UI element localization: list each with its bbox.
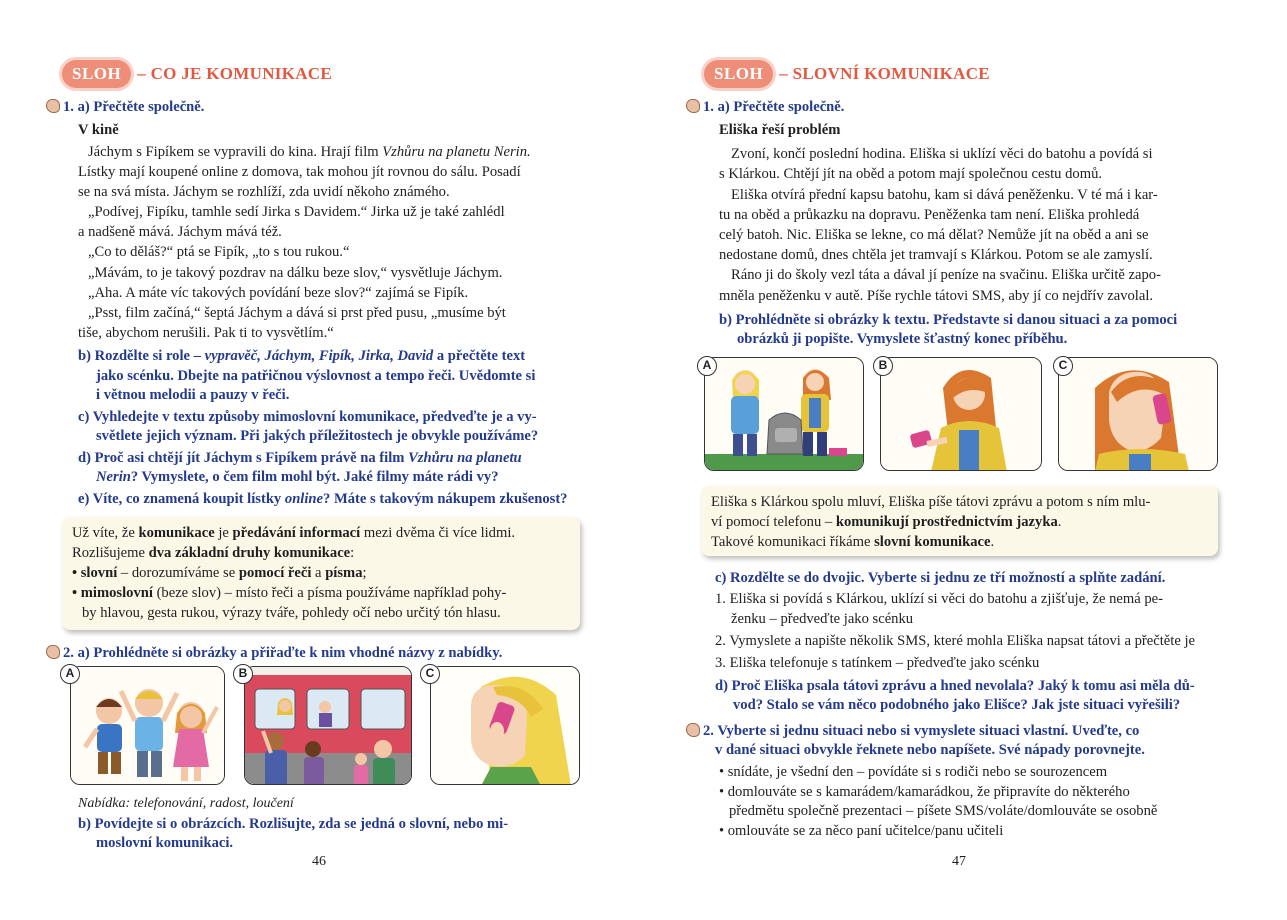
story-line: Zvoní, končí poslední hodina. Eliška si uklízí věci do batohu a povídá si bbox=[731, 146, 1153, 162]
options-list: Nabídka: telefonování, radost, loučení bbox=[78, 796, 294, 811]
picture-a-backpack bbox=[704, 357, 864, 471]
section-title: – CO JE KOMUNIKACE bbox=[137, 64, 333, 83]
exercise-2a: 2. a) Prohlédněte si obrázky a přiřaďte k nim vhodné názvy z nabídky. bbox=[46, 644, 502, 663]
exercise-2-cont: v dané situaci obvykle řeknete nebo napíšete. Své nápady porovnejte. bbox=[715, 742, 1145, 758]
picture-label: A bbox=[697, 356, 717, 376]
bullet-item: • snídáte, je všední den – povídáte si s rodiči nebo se sourozencem bbox=[719, 764, 1108, 780]
phone-call-illustration bbox=[431, 667, 580, 785]
info-box: Už víte, že komunikace je předávání informací mezi dvěma či více lidmi. Rozlišujeme dva základní druhy komunikace: • slovní – dorozumíváme se pomocí řeči a písma; • mimoslovní (beze slov) – místo řeči a písma používáme například pohy- by hlavou, gesta rukou, výrazy tváře, pohledy očí nebo určitý tón hlasu. bbox=[62, 517, 580, 630]
picture-a-kids bbox=[70, 666, 225, 785]
exercise-1a: 1. a) Přečtěte společně. bbox=[686, 98, 844, 117]
exercise-1a: 1. a) Přečtěte společně. bbox=[46, 98, 204, 117]
story-line: s Klárkou. Chtějí jít na oběd a potom mají společnou cestu domů. bbox=[719, 166, 1103, 182]
ear-icon bbox=[686, 723, 700, 737]
picture-label: C bbox=[1053, 356, 1073, 376]
exercise-2b-cont: moslovní komunikaci. bbox=[96, 835, 234, 851]
story-line: „Podívej, Fipíku, tamhle sedí Jirka s Davidem.“ Jirka už je také zahlédl bbox=[88, 204, 505, 220]
story-line: tu na oběd a průkazku na dopravu. Peněženka tam není. Eliška prohledá bbox=[719, 207, 1140, 223]
info-box: Eliška s Klárkou spolu mluví, Eliška píše tátovi zprávu a potom s ním mlu- ví pomocí telefonu – komunikují prostřednictvím jazyka. Takové komunikaci říkáme slovní komunikace. bbox=[701, 486, 1218, 556]
story-line: nedostane domů, dnes chtěla jet tramvají s Klárkou. Potom se ale zamyslí. bbox=[719, 247, 1153, 263]
picture-b-texting bbox=[880, 357, 1042, 471]
story-line: Jáchym s Fipíkem se vypravili do kina. Hrají film Vzhůru na planetu Nerin. bbox=[88, 144, 531, 160]
story-title: V kině bbox=[78, 122, 119, 138]
story-line: tiše, abychom nerušili. Pak ti to vysvětlím.“ bbox=[78, 325, 334, 341]
section-header bbox=[704, 60, 990, 88]
story-line: „Co to děláš?“ ptá se Fipík, „to s tou rukou.“ bbox=[88, 244, 350, 260]
option-3: 3. Eliška telefonuje s tatínkem – předveďte jako scénku bbox=[715, 655, 1040, 671]
exercise-1b-cont: obrázků ji popište. Vymyslete šťastný konec příběhu. bbox=[737, 331, 1068, 347]
picture-label: A bbox=[60, 664, 80, 684]
picture-c-calling bbox=[1058, 357, 1218, 471]
bullet-item-cont: předmětu společně prezentaci – píšete SMS/voláte/domlouváte se osobně bbox=[729, 803, 1158, 819]
exercise-1d-cont: vod? Stalo se vám něco podobného jako Elišce? Jak jste situaci vyřešili? bbox=[733, 697, 1181, 713]
ear-icon bbox=[686, 99, 700, 113]
story-line: se na svá místa. Jáchym se rozhlíží, zda uvidí někoho známého. bbox=[78, 184, 450, 200]
story-title: Eliška řeší problém bbox=[719, 122, 841, 138]
exercise-1c: c) Rozdělte se do dvojic. Vyberte si jednu ze tří možností a splňte zadání. bbox=[715, 570, 1166, 586]
exercise-1c: c) Vyhledejte v textu způsoby mimoslovní komunikace, předveďte je a vy- bbox=[78, 409, 537, 425]
exercise-1b: b) Rozdělte si role – vypravěč, Jáchym, Fipík, Jirka, David a přečtěte text bbox=[78, 348, 526, 364]
exercise-1b-cont: i větnou melodii a pauzy v řeči. bbox=[96, 387, 290, 403]
exercise-1b: b) Prohlédněte si obrázky k textu. Představte si danou situaci a za pomoci bbox=[719, 312, 1178, 328]
story-line: „Mávám, to je takový pozdrav na dálku beze slov,“ vysvětluje Jáchym. bbox=[88, 265, 503, 281]
bullet-item: • omlouváte se za něco paní učitelce/panu učiteli bbox=[719, 823, 1004, 839]
section-title: – SLOVNÍ KOMUNIKACE bbox=[779, 64, 990, 83]
exercise-1d: d) Proč Eliška psala tátovi zprávu a hned nevolala? Jaký k tomu asi měla dů- bbox=[715, 678, 1195, 694]
page-number: 47 bbox=[952, 854, 966, 869]
left-page bbox=[0, 0, 640, 920]
sloh-badge: SLOH bbox=[704, 60, 773, 88]
sloh-badge: SLOH bbox=[62, 60, 131, 88]
ear-icon bbox=[46, 99, 60, 113]
picture-label: B bbox=[873, 356, 893, 376]
section-header bbox=[62, 60, 332, 88]
exercise-1b-cont: jako scénku. Dbejte na patřičnou výslovnost a tempo řeči. Uvědomte si bbox=[96, 368, 536, 384]
story-line: a nadšeně mává. Jáchym mává též. bbox=[78, 224, 282, 240]
ear-icon bbox=[46, 645, 60, 659]
story-line: „Psst, film začíná,“ šeptá Jáchym a dává si prst před pusu, „musíme být bbox=[88, 305, 506, 321]
bullet-item: • domlouváte se s kamarádem/kamarádkou, že připravíte do některého bbox=[719, 784, 1130, 800]
kids-illustration bbox=[71, 667, 225, 785]
exercise-1d-cont: Nerin? Vymyslete, o čem film mohl být. Jaké filmy máte rádi vy? bbox=[96, 469, 499, 485]
exercise-1c-cont: světlete jejich význam. Při jakých příležitostech je obvykle používáme? bbox=[96, 428, 539, 444]
backpack-illustration bbox=[705, 358, 864, 471]
exercise-2b: b) Povídejte si o obrázcích. Rozlišujte, zda se jedná o slovní, nebo mi- bbox=[78, 816, 509, 832]
picture-b-train bbox=[244, 666, 412, 785]
picture-label: C bbox=[420, 664, 440, 684]
exercise-2: 2. Vyberte si jednu situaci nebo si vymyslete situaci vlastní. Uveďte, co bbox=[686, 722, 1139, 741]
right-page bbox=[643, 0, 1287, 920]
exercise-1e: e) Víte, co znamená koupit lístky online? Máte s takovým nákupem zkušenost? bbox=[78, 491, 568, 507]
exercise-1d: d) Proč asi chtějí jít Jáchym s Fipíkem právě na film Vzhůru na planetu bbox=[78, 450, 522, 466]
story-line: celý batoh. Nic. Eliška se lekne, co má dělat? Nemůže jít na oběd a ani se bbox=[719, 227, 1149, 243]
calling-illustration bbox=[1059, 358, 1218, 471]
story-line: Ráno ji do školy vezl táta a dával jí peníze na svačinu. Eliška určitě zapo- bbox=[731, 267, 1161, 283]
option-2: 2. Vymyslete a napište několik SMS, které mohla Eliška napsat tátovi a přečtěte je bbox=[715, 633, 1195, 649]
story-line: Eliška otvírá přední kapsu batohu, kam si dává peněženku. V té má i kar- bbox=[731, 187, 1158, 203]
picture-c-phone bbox=[430, 666, 580, 785]
train-illustration bbox=[245, 667, 412, 785]
option-1-cont: ženku – předveďte jako scénku bbox=[731, 611, 914, 627]
story-line: mněla peněženku v autě. Píše rychle tátovi SMS, aby jí co nejdřív zavolal. bbox=[719, 288, 1154, 304]
picture-label: B bbox=[233, 664, 253, 684]
page-number: 46 bbox=[312, 854, 326, 869]
story-line: Lístky mají koupené online z domova, tak mohou jít rovnou do sálu. Posadí bbox=[78, 164, 521, 180]
texting-illustration bbox=[881, 358, 1042, 471]
option-1: 1. Eliška si povídá s Klárkou, uklízí si věci do batohu a zjišťuje, že nemá pe- bbox=[715, 591, 1163, 607]
story-line: „Aha. A máte víc takových povídání beze slov?“ zajímá se Fipík. bbox=[88, 285, 469, 301]
